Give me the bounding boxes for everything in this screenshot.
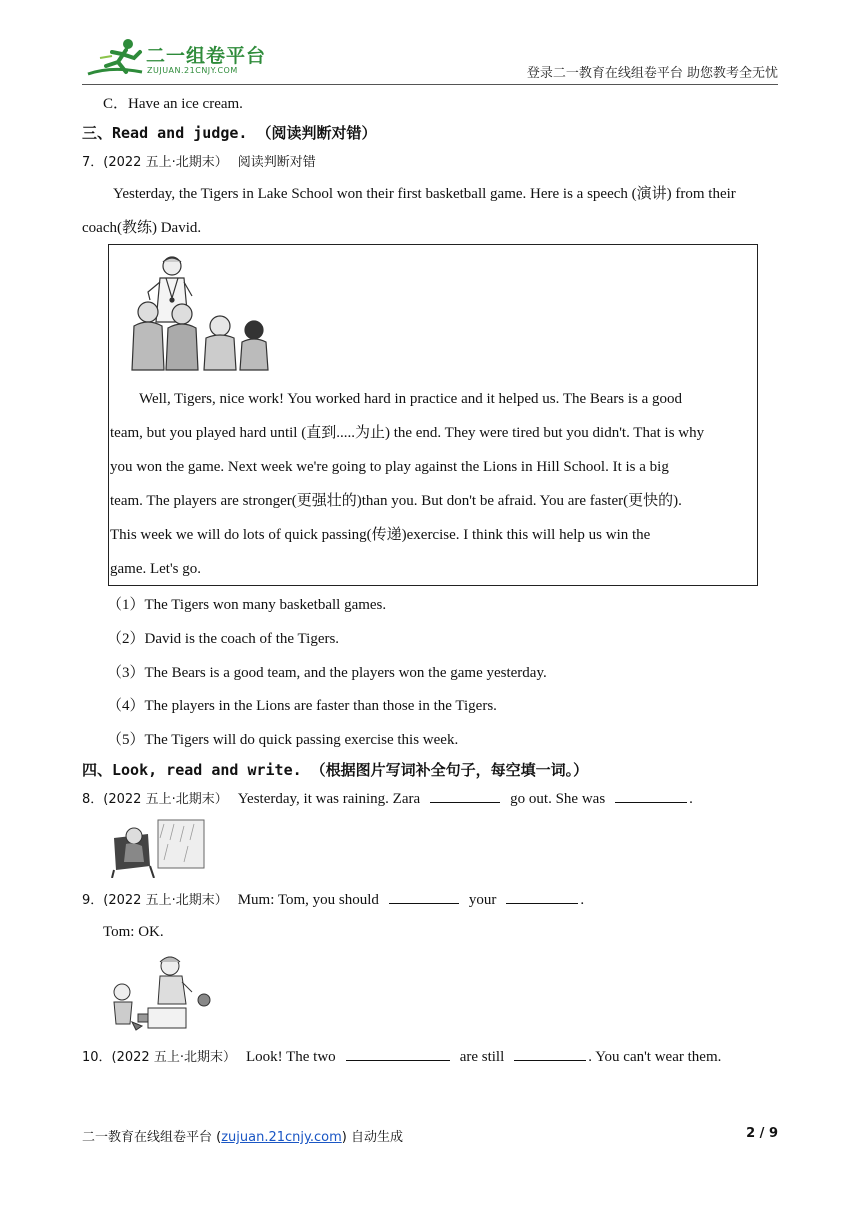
footer-link[interactable]: zujuan.21cnjy.com — [221, 1130, 342, 1145]
passage-line-3: you won the game. Next week we're going to play against the Lions in Hill School. It is a big — [110, 459, 669, 475]
statement-5: （5）The Tigers will do quick passing exercise this week. — [107, 732, 459, 748]
answer-blank[interactable] — [514, 1046, 586, 1061]
question-8-text-2: go out. She was — [510, 791, 606, 807]
question-8-text-3: . — [689, 791, 693, 807]
passage-line-6: game. Let's go. — [110, 561, 202, 577]
question-8-source: (2022 五上·北期末） — [103, 792, 228, 807]
passage-line-2: team, but you played hard until (直到.....为止) the end. They were tired but you didn't. That is why — [110, 425, 705, 441]
section-3-title: 三、Read and judge. （阅读判断对错） — [82, 124, 377, 142]
statement-2: （2）David is the coach of the Tigers. — [107, 631, 340, 647]
statement-3: （3）The Bears is a good team, and the players won the game yesterday. — [107, 665, 547, 681]
question-10-source: (2022 五上·北期末） — [111, 1050, 236, 1065]
question-7-header — [82, 151, 316, 171]
statement-1: （1）The Tigers won many basketball games. — [107, 597, 387, 613]
question-10-text-3: . You can't wear them. — [588, 1049, 722, 1065]
question-7-source: (2022 五上·北期末） — [103, 155, 228, 170]
option-c: C．Have an ice cream. — [103, 96, 243, 112]
footer-suffix: ) 自动生成 — [341, 1130, 403, 1145]
intro-line-1: Yesterday, the Tigers in Lake School won their first basketball game. Here is a speech (演讲) from their — [113, 186, 736, 202]
question-7-number: 7． — [82, 155, 104, 170]
question-10 — [82, 1046, 721, 1066]
question-9-text-2: your — [468, 892, 497, 908]
question-9 — [82, 889, 584, 909]
logo-subtext: ZUJUAN.21CNJY.COM — [147, 66, 238, 75]
question-10-number: 10． — [82, 1050, 112, 1065]
logo-text: 二一组卷平台 — [146, 45, 267, 67]
question-8-text-1: Yesterday, it was raining. Zara — [237, 791, 421, 807]
passage-line-5: This week we will do lots of quick passing(传递)exercise. I think this will help us win the — [110, 527, 651, 543]
answer-blank[interactable] — [615, 788, 687, 803]
header-divider — [82, 84, 778, 85]
passage-line-1: Well, Tigers, nice work! You worked hard in practice and it helped us. The Bears is a good — [139, 391, 682, 407]
coach-and-players-image — [120, 252, 275, 372]
header-tagline: 登录二一教育在线组卷平台 助您教考全无忧 — [526, 66, 778, 81]
answer-blank[interactable] — [389, 889, 459, 904]
answer-blank[interactable] — [346, 1046, 450, 1061]
section-4-title: 四、Look, read and write. （根据图片写词补全句子，每空填一词。） — [82, 761, 589, 779]
question-9-text-3: . — [580, 892, 585, 908]
mum-and-boy-image — [108, 952, 214, 1032]
answer-blank[interactable] — [430, 788, 500, 803]
page-number: 2 / 9 — [746, 1126, 778, 1141]
girl-at-window-image — [108, 818, 206, 878]
question-9-reply: Tom: OK. — [103, 924, 164, 940]
question-8-number: 8． — [82, 792, 104, 807]
answer-blank[interactable] — [506, 889, 578, 904]
question-9-text-1: Mum: Tom, you should — [237, 892, 379, 908]
footer-left — [82, 1126, 403, 1145]
question-10-text-1: Look! The two — [245, 1049, 336, 1065]
footer-prefix: 二一教育在线组卷平台 ( — [82, 1130, 222, 1145]
intro-line-2: coach(教练) David. — [82, 220, 202, 236]
question-9-source: (2022 五上·北期末） — [103, 893, 228, 908]
passage-line-4: team. The players are stronger(更强壮的)than you. But don't be afraid. You are faster(更快的). — [110, 493, 682, 509]
question-8 — [82, 788, 693, 808]
question-9-number: 9． — [82, 893, 104, 908]
statement-4: （4）The players in the Lions are faster than those in the Tigers. — [107, 698, 497, 714]
question-7-instruction: 阅读判断对错 — [237, 155, 316, 170]
question-10-text-2: are still — [459, 1049, 505, 1065]
